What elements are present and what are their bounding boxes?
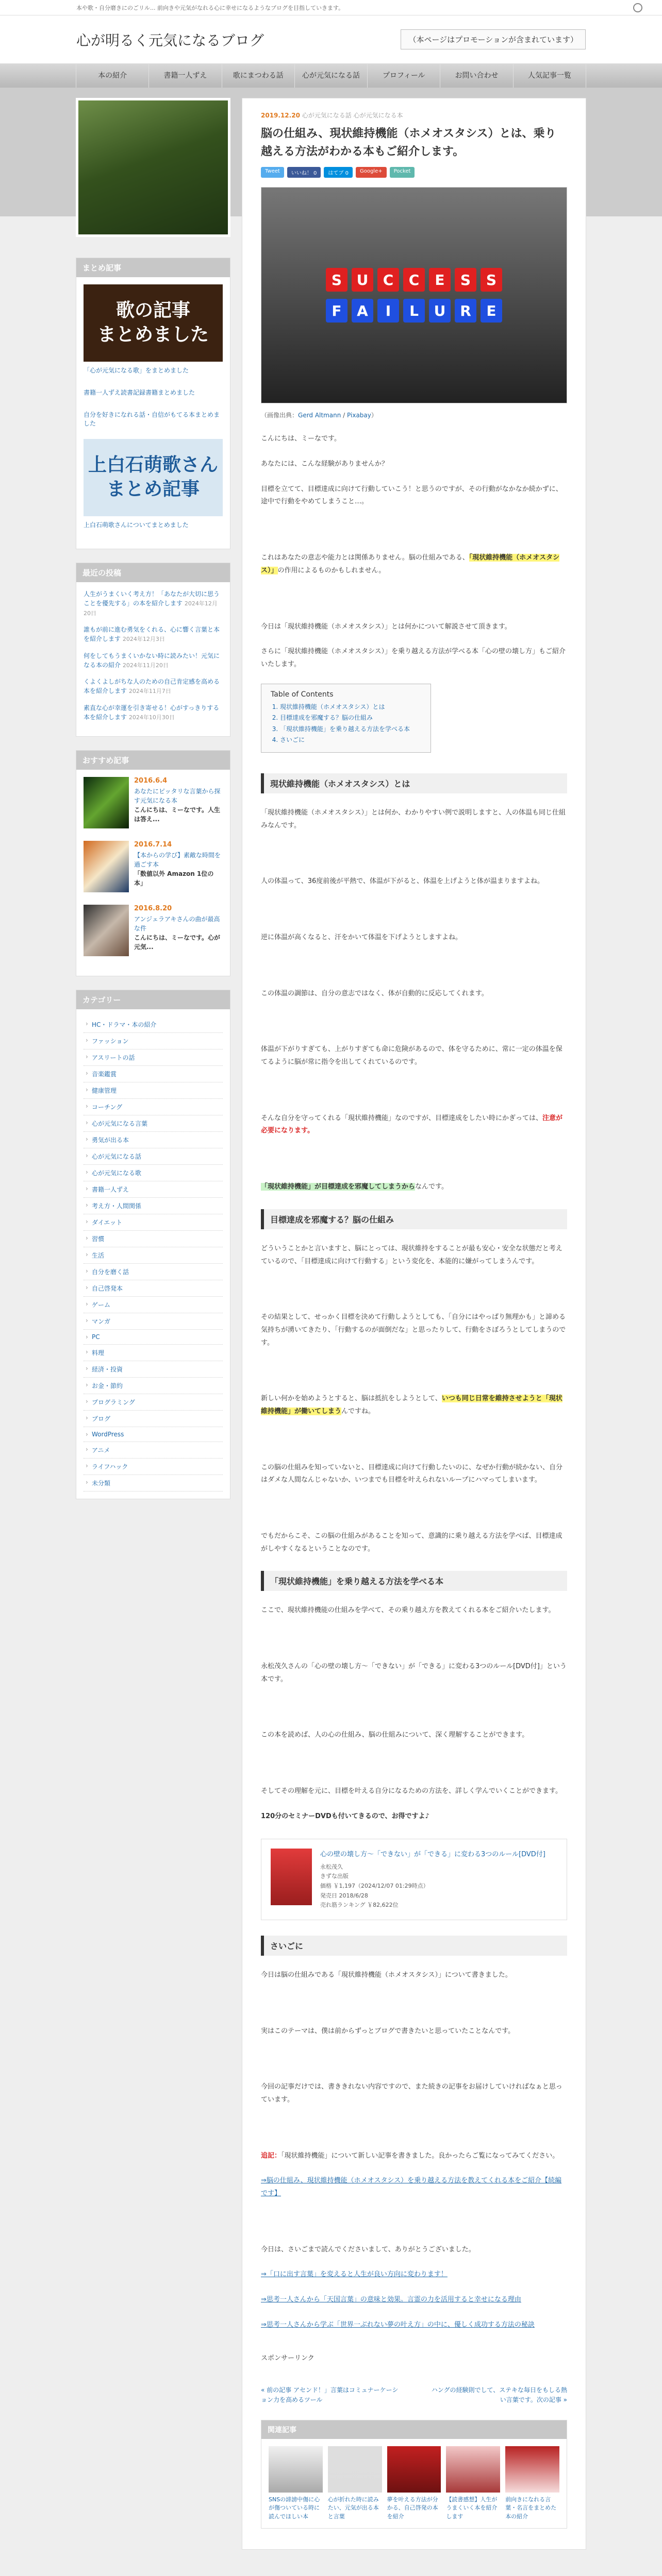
toc-item[interactable]: 2. 目標達成を邪魔する？脳の仕組み [280, 713, 421, 724]
end-p6: 今日は、さいごまで読んでくださいまして、ありがとうございました。 [261, 2245, 475, 2253]
nav-item[interactable]: 書籍一人ずえ [149, 64, 222, 88]
category-item[interactable]: › 心が元気になる言葉 [84, 1115, 223, 1132]
s2-p3-post: んですね。 [341, 1407, 375, 1415]
recommend-widget [76, 750, 230, 976]
keyboard-key: U [429, 299, 451, 323]
share-buttons [261, 167, 567, 178]
recent-post-date: 2024年11月7日 [128, 688, 171, 694]
related-card[interactable] [446, 2446, 500, 2521]
image-credit-site[interactable]: Pixabay [347, 412, 371, 419]
s1-p4: この体温の調節は、自分の意志ではなく、体が自動的に反応してくれます。 [261, 989, 488, 997]
category-item[interactable]: › 心が元気になる話 [84, 1148, 223, 1165]
recommend-date: 2016.8.20 [134, 905, 172, 912]
category-list [84, 1016, 223, 1492]
keyboard-key: E [429, 268, 451, 292]
end-p1: 今日は脳の仕組みである「現状維持機能（ホメオスタシス）」について書きました。 [261, 1971, 512, 1979]
related-thumbnail[interactable] [269, 2446, 323, 2493]
amazon-price: 価格 ￥1,197（2024/12/07 01:29時点） [320, 1882, 429, 1889]
recommend-item[interactable] [84, 905, 223, 956]
category-widget [76, 990, 230, 1499]
end-p4-text: 「現状維持機能」について新しい記事を書きました。良かったらご覧になってみてください。 [281, 2151, 559, 2160]
recent-post-date: 2024年10月30日 [128, 714, 175, 721]
recommend-item[interactable] [84, 841, 223, 892]
image-credit [261, 411, 567, 419]
s3-p2: 永松茂久さんの「心の壁の壊し方〜「できない」が「できる」に変わる3つのルール[DVD付]」という本です。 [261, 1663, 567, 1683]
s1-p5: 体温が下がりすぎても、上がりすぎても命に危険があるので、体を守るために、常に一定の体温を保てるように脳が常に指令を出してくれているのです。 [261, 1045, 562, 1066]
recent-posts-title: 最近の投稿 [76, 563, 230, 582]
song-summary-text: 歌の記事 まとめました [97, 300, 209, 345]
related-thumbnail[interactable] [387, 2446, 441, 2493]
related-title[interactable]: 前向きになれる言葉・名言をまとめた本の紹介 [505, 2496, 557, 2520]
share-button[interactable]: いいね！ 0 [287, 167, 321, 178]
recommend-excerpt: こんにちは、ミーなです。人生は答え... [134, 806, 221, 823]
category-item[interactable]: › ライフハック [84, 1459, 223, 1475]
recommend-date: 2016.6.4 [134, 777, 168, 785]
recent-post-title[interactable]: 誰もが前に進む勇気をくれる、心に響く言葉と本を紹介します [84, 626, 220, 642]
recommend-thumbnail[interactable] [84, 777, 129, 828]
s1-p6 [261, 1112, 567, 1138]
search-icon[interactable] [633, 3, 642, 12]
post-categories[interactable]: 心が元気になる話 心が元気になる本 [302, 112, 403, 119]
keyboard-key: A [352, 299, 373, 323]
category-item[interactable]: › マンガ [84, 1313, 223, 1330]
heading-book: 「現状維持機能」を乗り越える方法を学べる本 [261, 1571, 567, 1591]
recent-post-date: 2024年11月20日 [122, 662, 169, 669]
success-failure-image [261, 187, 567, 403]
category-item[interactable]: › 未分類 [84, 1475, 223, 1492]
s1-p6-red: 注意が必要になります。 [261, 1114, 563, 1135]
toc-item[interactable]: 4. さいごに [280, 735, 421, 746]
category-item[interactable]: › 勇気が出る本 [84, 1132, 223, 1148]
share-button[interactable]: Google+ [356, 167, 387, 178]
end-p4 [261, 2150, 567, 2163]
keyboard-key: E [481, 299, 502, 323]
s1-p1: 「現状維持機能（ホメオスタシス）」とは何か、わかりやすい例で説明しますと、人の体温も同じ仕組みなんです。 [261, 808, 566, 829]
recent-post-item[interactable] [84, 651, 223, 670]
s3-p3: この本を読めば、人の心の仕組み、脳の仕組みについて、深く理解することができます。 [261, 1731, 529, 1739]
toc-title: Table of Contents [271, 690, 334, 699]
keyboard-key: F [326, 299, 347, 323]
summary-widget-title: まとめ記事 [76, 258, 230, 277]
s1-p7 [261, 1181, 567, 1194]
category-item[interactable]: › 心が元気になる歌 [84, 1165, 223, 1181]
image-credit-author[interactable]: Gerd Altmann [298, 412, 341, 419]
category-item[interactable]: › 料理 [84, 1345, 223, 1361]
category-item[interactable]: › PC [84, 1330, 223, 1345]
toc-item[interactable]: 1. 現状維持機能（ホメオスタシス）とは [280, 702, 421, 713]
recent-post-date: 2024年12月3日 [122, 636, 165, 642]
s3-p4: そしてその理解を元に、目標を叶える自分になるための方法を、詳しく学んでいくことができます。 [261, 1787, 562, 1795]
s2-p1: どういうことかと言いますと、脳にとっては、現状維持をすることが最も安心・安全な状態だと考えているので、「目標達成に向けて行動する」という変化を、本能的に嫌がってしまうんです。 [261, 1244, 562, 1265]
end-p4-red: 追記： [261, 2151, 282, 2160]
keyboard-key: S [455, 268, 476, 292]
heading-homeostasis: 現状維持機能（ホメオスタシス）とは [261, 773, 567, 793]
s1-p7-green: 「現状維持機能」が目標達成を邪魔してしまうから [261, 1183, 416, 1191]
recent-post-item[interactable] [84, 625, 223, 644]
post-date: 2019.12.20 [261, 112, 300, 119]
recent-post-item[interactable] [84, 677, 223, 696]
nav-item[interactable]: 心が元気になる話 [295, 64, 368, 88]
song-summary-image[interactable] [84, 284, 223, 362]
recent-post-title[interactable]: 素直な心が幸運を引き寄せる！心がすっきりする本を紹介します [84, 704, 220, 721]
category-item[interactable]: › アスリートの話 [84, 1049, 223, 1066]
reading-summary-link[interactable]: 書籍一人ずえ読書記録書籍まとめました [84, 389, 195, 396]
end-p2: 実はこのテーマは、僕は前からずっとブログで書きたいと思っていたことなんです。 [261, 2027, 515, 2035]
category-item[interactable]: › お金・節約 [84, 1378, 223, 1394]
category-item[interactable]: › 健康管理 [84, 1082, 223, 1099]
category-item[interactable]: › 習慣 [84, 1231, 223, 1247]
recommend-title: おすすめ記事 [76, 751, 230, 770]
intro-1: こんにちは、ミーなです。 [261, 435, 341, 443]
s3-p5: 120分のセミナーDVDも付いてきるので、お得ですよ♪ [261, 1812, 429, 1820]
recent-post-item[interactable] [84, 589, 223, 618]
category-item[interactable]: › 経済・投資 [84, 1361, 223, 1378]
s3-p1: ここで、現状維持機能の仕組みを学べて、その乗り越え方を教えてくれる本をご紹介いたします。 [261, 1606, 555, 1615]
keyboard-key: L [403, 299, 425, 323]
recommend-thumbnail[interactable] [84, 841, 129, 892]
related-posts [261, 2420, 567, 2529]
article [242, 98, 586, 2550]
category-item[interactable]: › 自己啓発本 [84, 1280, 223, 1297]
category-item[interactable]: › プログラミング [84, 1394, 223, 1411]
heading-conclusion: さいごに [261, 1936, 567, 1956]
category-item[interactable]: › HC・ドラマ・本の紹介 [84, 1016, 223, 1033]
intro-6: さらに「現状維持機能（ホメオスタシス）」を乗り越える方法が学べる本「心の壁の壊し方」もご紹介いたします。 [261, 648, 566, 668]
intro-4-post: の作用によるものかもしれません。 [277, 566, 386, 574]
summary-widget [76, 258, 230, 549]
prev-post-link[interactable]: « 前の記事 アセンド！」言葉はコミュナーケーション力を高めるツール [261, 2386, 399, 2404]
sidebar-tree-image [76, 98, 230, 237]
s2-p5: でもだからこそ、この脳の仕組みがあることを知って、意識的に乗り越える方法を学べば、目標達成がしやすくなるということなのです。 [261, 1532, 562, 1553]
s1-p7-post: なんです。 [415, 1183, 448, 1191]
category-item[interactable]: › 書籍一人ずえ [84, 1181, 223, 1198]
related-title[interactable]: 心が折れた時に読みたい、元気が出る本と言葉 [327, 2496, 379, 2520]
category-item[interactable]: › ダイエット [84, 1214, 223, 1231]
sponsored-label: スポンサーリンク [261, 2354, 315, 2362]
image-credit-prefix: （画像出典： [261, 412, 299, 419]
s2-p3-pre: 新しい何かを始めようとすると、脳は抵抗をしようとして、 [261, 1395, 442, 1403]
category-item[interactable]: › 生活 [84, 1247, 223, 1264]
confidence-summary-link[interactable]: 自分を好きになれる話・自信がもてる本まとめました [84, 411, 220, 427]
keyboard-key: I [377, 299, 399, 323]
category-item[interactable]: › 自分を磨く話 [84, 1264, 223, 1280]
related-posts-title: 関連記事 [261, 2420, 567, 2439]
moka-summary-caption[interactable]: 上白石萌歌さんについてまとめました [84, 521, 189, 529]
recommend-excerpt: 「数値以外 Amazon 1位の本」 [134, 870, 214, 887]
related-thumbnail[interactable] [446, 2446, 500, 2493]
amazon-date: 発売日 2018/6/28 [320, 1892, 368, 1899]
global-nav [0, 64, 662, 88]
pr-notice: （本ページはプロモーションが含まれています） [401, 29, 586, 49]
related-link-3[interactable]: ⇒思考一人さんから学ぶ「世界一ぶれない夢の叶え方」の中に、優しく成功する方法の秘訣 [261, 2320, 535, 2329]
related-title[interactable]: SNSの誹謗中傷に心が傷ついている時に読んでほしい本 [269, 2496, 320, 2520]
related-link-2[interactable]: ⇒思考一人さんから「天国言葉」の意味と効果。言霊の力を活用すると幸せになる理由 [261, 2296, 521, 2304]
intro-4-mark: 「現状維持機能（ホメオスタシス）」 [261, 554, 560, 574]
recent-posts-list [84, 589, 223, 722]
recommend-title-text[interactable]: 【本からの学び】素敵な時間を過ごす本 [134, 852, 221, 868]
intro-4 [261, 552, 567, 577]
category-item[interactable]: › 考え方・人間関係 [84, 1198, 223, 1214]
recommend-title-text[interactable]: アンジェラアキさんの曲が最高な件 [134, 916, 220, 932]
toc-item[interactable]: 3. 「現状維持機能」を乗り越える方法を学べる本 [280, 724, 421, 735]
end-p3: 今回の記事だけでは、書ききれない内容ですので、また続きの記事をお届けしていければなぁと思っています。 [261, 2083, 562, 2104]
category-item[interactable]: › 音楽鑑賞 [84, 1066, 223, 1082]
next-post-link[interactable]: ハングの経験則でして、ステキな毎日をもしる熱い言葉です。次の記事 » [431, 2386, 567, 2404]
related-title[interactable]: 【読書感想】人生がうまくいく本を紹介します [446, 2496, 498, 2520]
related-card[interactable] [505, 2446, 559, 2521]
nav-item[interactable]: お問い合わせ [440, 64, 513, 88]
related-thumbnail[interactable] [328, 2446, 382, 2493]
related-card[interactable] [328, 2446, 382, 2521]
recent-post-title[interactable]: くよくよしがちな人のための自己肯定感を高める本を紹介します [84, 678, 220, 694]
recommend-date: 2016.7.14 [134, 841, 172, 849]
category-item[interactable]: › ゲーム [84, 1297, 223, 1313]
nav-item[interactable]: プロフィール [368, 64, 440, 88]
s1-p2: 人の体温って、36度前後が平熱で、体温が下がると、体温を上げようと体が温まりますよね。 [261, 877, 544, 886]
keyboard-key: C [403, 268, 425, 292]
recent-post-item[interactable] [84, 703, 223, 722]
recent-posts-widget [76, 563, 230, 737]
category-item[interactable]: › ブログ [84, 1411, 223, 1427]
post-pager [261, 2385, 567, 2405]
amazon-author: 永松茂久 [320, 1863, 343, 1870]
related-card[interactable] [269, 2446, 323, 2521]
keyboard-key: C [377, 268, 399, 292]
amazon-product-title[interactable]: 心の壁の壊し方〜「できない」が「できる」に変わる3つのルール[DVD付] [320, 1850, 545, 1858]
keyboard-key: S [326, 268, 347, 292]
heading-brain: 目標達成を邪魔する？脳の仕組み [261, 1209, 567, 1229]
book-cover-image[interactable] [271, 1849, 312, 1905]
table-of-contents [261, 684, 431, 753]
intro-2: あなたには、こんな経験がありませんか？ [261, 460, 389, 468]
category-item[interactable]: › コーチング [84, 1099, 223, 1115]
intro-4-pre: これはあなたの意志や能力とは関係ありません。脳の仕組みである、 [261, 554, 469, 562]
share-button[interactable]: はてブ 0 [324, 167, 353, 178]
recent-post-title[interactable]: 何をしてもうまくいかない時に読みたい！元気になる本の紹介 [84, 652, 220, 669]
related-thumbnail[interactable] [505, 2446, 559, 2493]
category-item[interactable]: › アニメ [84, 1442, 223, 1459]
recent-post-title[interactable]: 人生がうまくいく考え方！「あなたが大切に思うことを優先する」の本を紹介します [84, 590, 220, 607]
amazon-rank: 売れ筋ランキング ￥82,622位 [320, 1902, 399, 1909]
s1-p6-text: そんな自分を守ってくれる「現状維持機能」なのですが、目標達成をしたい時にかぎっては、 [261, 1114, 543, 1122]
s2-p4: この脳の仕組みを知っていないと、目標達成に向けて行動したいのに、なぜか行動が続かない、自分はダメな人間なんじゃないか、いつまでも目標を叶えられないループにハマってしまいます。 [261, 1463, 563, 1484]
moka-summary-image[interactable] [84, 439, 223, 516]
related-card[interactable] [387, 2446, 441, 2521]
share-button[interactable]: Pocket [390, 167, 415, 178]
recommend-item[interactable] [84, 777, 223, 828]
related-title[interactable]: 夢を叶える方法が分かる、自己啓発の本を紹介 [387, 2496, 438, 2520]
s1-p3: 逆に体温が高くなると、汗をかいて体温を下げようとしますよね。 [261, 934, 462, 941]
site-tagline: 本や歌・自分磨きにのごリル... 前向きや元気がなれる心に幸せになるようなブログを目指していきます。 [76, 4, 344, 11]
keyboard-key: S [481, 268, 502, 292]
site-title[interactable]: 心が明るく元気になるブログ [76, 31, 264, 49]
intro-3: 目標を立てて、目標達成に向けて行動していこう！と思うのですが、その行動がなかなか続かずに、途中で行動をやめてしまうこと…。 [261, 485, 562, 506]
song-summary-caption[interactable]: 「心が元気になる歌」をまとめました [84, 367, 189, 374]
site-header [0, 15, 662, 64]
sequel-link[interactable]: ⇒脳の仕組み、現状維持機能（ホメオスタシス）を乗り越える方法を教えてくれる本をご紹介【続編です】 [261, 2177, 562, 2198]
recommend-thumbnail[interactable] [84, 905, 129, 956]
keyboard-key: U [352, 268, 373, 292]
image-credit-suffix: ） [371, 412, 377, 419]
related-link-1[interactable]: ⇒「口に出す言葉」を変えると人生が良い方向に変わります！ [261, 2270, 448, 2279]
category-item[interactable]: › WordPress [84, 1427, 223, 1442]
amazon-publisher: きずな出版 [320, 1873, 349, 1880]
nav-item[interactable]: 歌にまつわる話 [222, 64, 295, 88]
intro-5: 今日は「現状維持機能（ホメオスタシス）」とは何かについて解説させて頂きます。 [261, 622, 511, 631]
image-credit-sep: / [341, 412, 347, 419]
recommend-title-text[interactable]: あなたにピッタリな言葉から探す元気になる本 [134, 788, 221, 804]
share-button[interactable]: Tweet [261, 167, 284, 178]
post-meta [261, 111, 567, 120]
s2-p2: その結果として、せっかく目標を決めて行動しようとしても、「自分にはやっぱり無理かも」と諦める気持ちが湧いてきたり、「行動するのが面倒だな」と思ったりして、行動をさぼろうとしてしまうのです。 [261, 1313, 566, 1347]
s2-p3 [261, 1393, 567, 1418]
top-bar [0, 0, 662, 15]
nav-item[interactable]: 本の紹介 [76, 64, 149, 88]
amazon-product-box [261, 1839, 567, 1920]
post-title: 脳の仕組み、現状維持機能（ホメオスタシス）とは、乗り越える方法がわかる本もご紹介します。 [261, 127, 556, 159]
category-item[interactable]: › ファッション [84, 1033, 223, 1049]
recent-post-date: 2024年12月20日 [84, 600, 218, 617]
category-title: カテゴリー [76, 990, 230, 1009]
sidebar [76, 98, 230, 2550]
recommend-excerpt: こんにちは、ミーなです。心が元気... [134, 934, 221, 951]
keyboard-key: R [455, 299, 476, 323]
moka-summary-text: 上白石萌歌さん まとめ記事 [88, 454, 218, 500]
nav-item[interactable]: 人気記事一覧 [514, 64, 586, 88]
s2-p3-mark: いつも同じ日常を維持させようと「現状維持機能」が働いてしまう [261, 1395, 562, 1415]
